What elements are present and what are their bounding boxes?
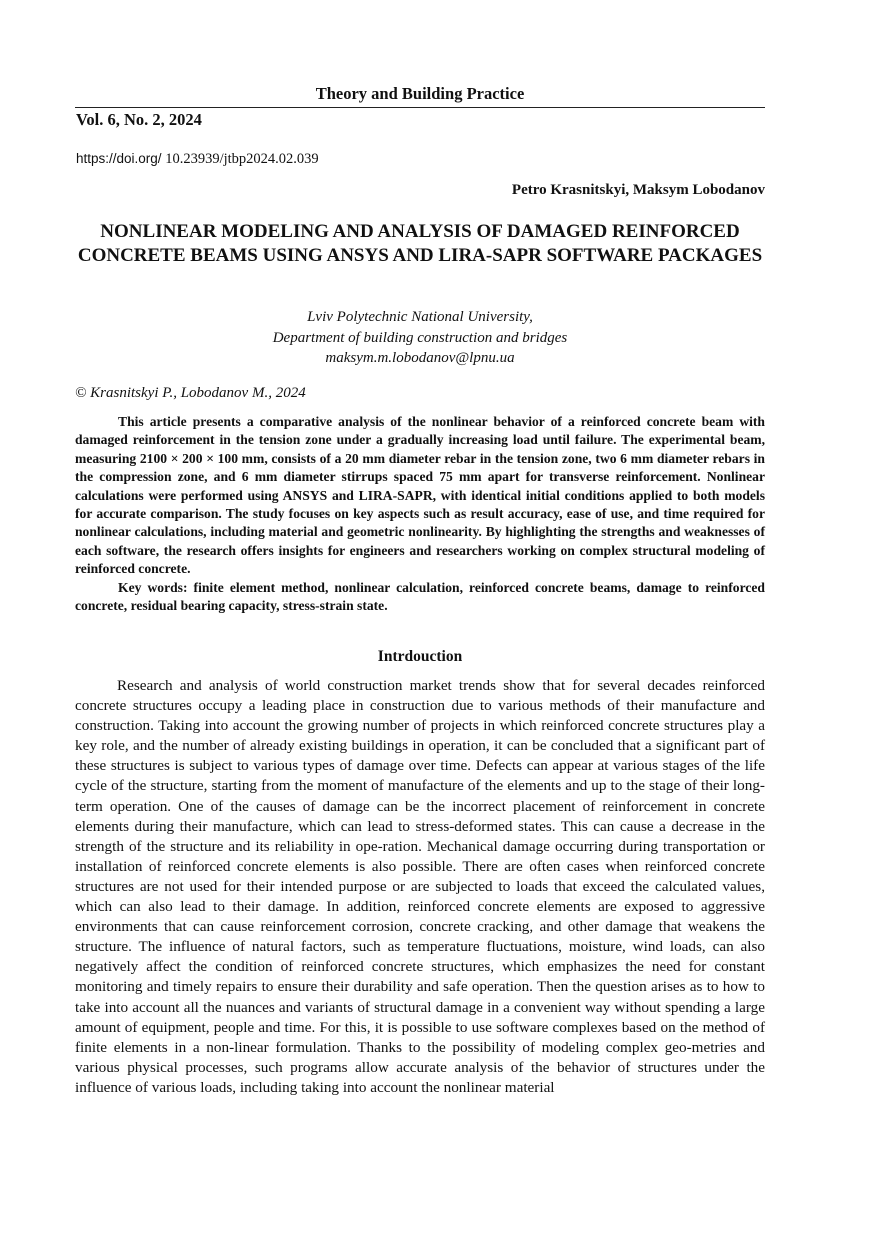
introduction-paragraph: Research and analysis of world construction market trends show that for several decades reinforced concrete structures occupy a leading place in construction due to various methods of their manufacture and construction. Taking into account the growing number of projects in which reinforced concrete structures play a key role, and the number of already existing buildings in operation, it can be concluded that a significant part of these structures is subject to various types of damage over time. Defects can appear at various stages of the life cycle of the structure, starting from the moment of manufacture of the elements and up to the stage of their long-term operation. One of the causes of damage can be the incorrect placement of reinforcement in concrete elements during their manufacture, which can lead to stress-deformed states. This can cause a decrease in the strength of the structure and its reliability in ope-ration. Mechanical damage occurring during transportation or installation of reinforced concrete elements is also possible. There are often cases when reinforced concrete structures are not used for their intended purpose or are subjected to loads that exceed the calculated values, which can also lead to their damage. In addition, reinforced concrete elements are exposed to aggressive environments that can cause reinforcement corrosion, concrete cracking, and other damage that weakens the structure. The influence of natural factors, such as temperature fluctuations, moisture, wind loads, can also negatively affect the condition of reinforced concrete structures, which emphasizes the need for constant monitoring and timely repairs to ensure their durability and safe operation. Then the question arises as to how to take into account all the nuances and variants of structural damage in a convenient way without spending a large amount of equipment, people and time. For this, it is possible to use software complexes based on the method of finite elements in a non-linear formulation. Thanks to the possibility of modeling complex geo-metries and various physical processes, such programs allow accurate analysis of the behavior of structures under the influence of various loads, including taking into account the nonlinear material [75,677,765,1096]
abstract [75,413,765,615]
doi-identifier[interactable]: 10.23939/jtbp2024.02.039 [161,151,319,167]
affiliation-department: Department of building construction and bridges [272,329,568,346]
keywords: Key words: finite element method, nonlinear calculation, reinforced concrete beams, damage to reinforced concrete, residual bearing capacity, stress-strain state. [75,579,765,614]
doi-prefix[interactable]: https://doi.org/ [76,151,162,166]
section-heading-introduction: Intrdouction [377,648,463,665]
journal-title: Theory and Building Practice [75,84,765,108]
doi-line [76,151,319,168]
authors: Petro Krasnitskyi, Maksym Lobodanov [511,182,765,198]
article-title: NONLINEAR MODELING AND ANALYSIS OF DAMAGED REINFORCED CONCRETE BEAMS USING ANSYS AND LIRA-SAPR SOFTWARE PACKAGES [77,221,763,266]
author-email[interactable]: maksym.m.lobodanov@lpnu.ua [325,350,515,366]
affiliation [75,307,765,369]
copyright-notice: © Krasnitskyi P., Lobodanov M., 2024 [75,385,306,401]
volume-issue: Vol. 6, No. 2, 2024 [76,110,202,129]
affiliation-university: Lviv Polytechnic National University, [307,309,533,325]
abstract-text: This article presents a comparative analysis of the nonlinear behavior of a reinforced concrete beam with damaged reinforcement in the tension zone under a gradually increasing load until failure. The experimental beam, measuring 2100 × 200 × 100 mm, consists of a 20 mm diameter rebar in the tension zone, two 6 mm diameter rebars in the compression zone, and 6 mm diameter stirrups spaced 75 mm apart for transverse reinforcement. Nonlinear calculations were performed using ANSYS and LIRA-SAPR, with identical initial conditions applied to both models for accurate comparison. The study focuses on key aspects such as result accuracy, ease of use, and time required for nonlinear calculations, including material and geometric nonlinearity. By highlighting the strengths and weaknesses of each software, the research offers insights for engineers and researchers working on complex structural modeling of reinforced concrete. [75,414,765,577]
